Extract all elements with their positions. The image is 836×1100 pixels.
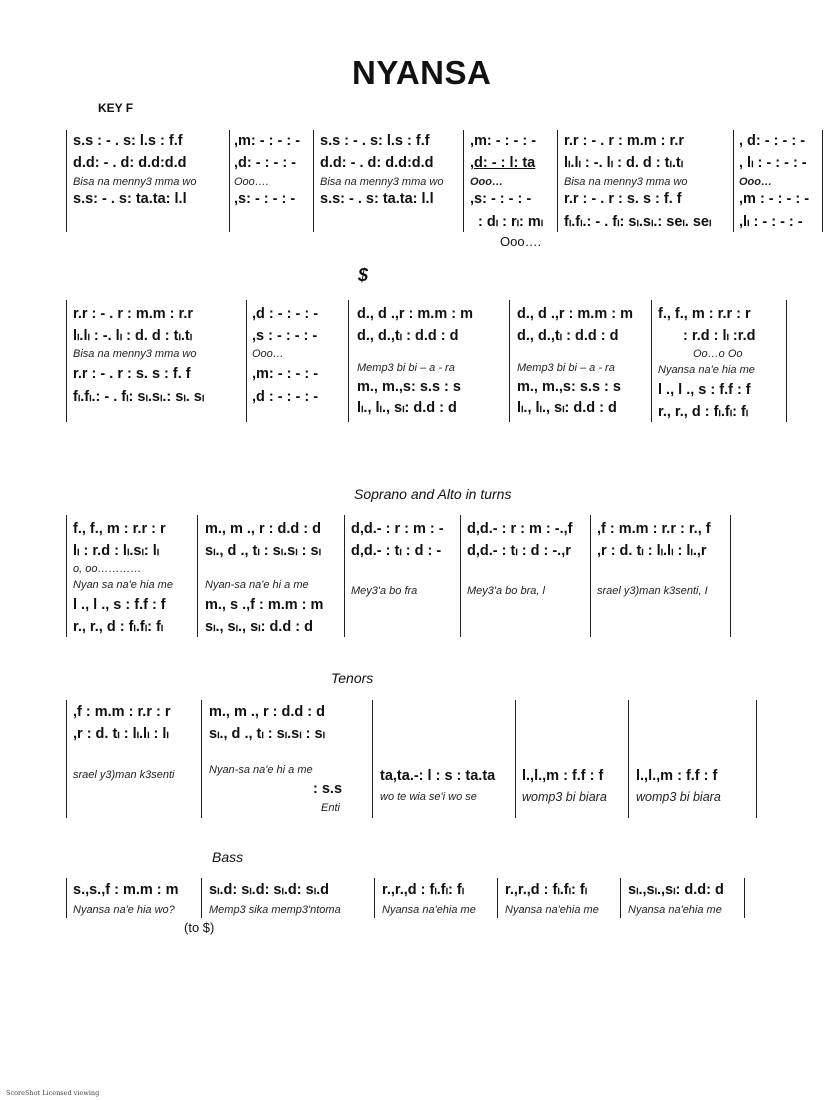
solfa-line: , lₗ : - : - : - — [739, 155, 807, 171]
key-signature: KEY F — [98, 101, 134, 115]
barline — [229, 130, 230, 232]
lyric-line: o, oo………… — [73, 563, 142, 575]
solfa-line: sₗ., d ., tₗ : sₗ.sₗ : sₗ — [205, 543, 321, 559]
solfa-line: s.,s.,f : m.m : m — [73, 882, 179, 898]
solfa-line: m., m ., r : d.d : d — [209, 704, 325, 720]
solfa-line: ,s: - : - : - — [470, 191, 532, 207]
solfa-line: s.s: - . s: ta.ta: l.l — [320, 191, 434, 207]
solfa-line: r., r., d : fₗ.fₗ: fₗ — [658, 404, 749, 420]
solfa-line: s.s : - . s: l.s : f.f — [73, 133, 183, 149]
solfa-line: m., m ., r : d.d : d — [205, 521, 321, 537]
solfa-line: d., d.,tₗ : d.d : d — [357, 328, 459, 344]
section-heading: Bass — [212, 849, 244, 865]
lyric-line: Nyan sa na'e hia me — [73, 579, 173, 591]
lyric-line: Bisa na menny3 mma wo — [564, 176, 688, 188]
solfa-line: ,d : - : - : - — [252, 389, 319, 405]
solfa-line: d., d .,r : m.m : m — [517, 306, 634, 322]
solfa-line: l.,l.,m : f.f : f — [636, 768, 718, 784]
solfa-line: d,d.- : r : m : -.,f — [467, 521, 573, 537]
barline — [733, 130, 734, 232]
barline — [651, 300, 652, 422]
barline — [348, 300, 349, 422]
solfa-line: fₗ.fₗ.: - . fₗ: sₗ.sₗ.: seₗ. seₗ — [564, 214, 712, 230]
solfa-line: l ., l ., s : f.f : f — [73, 597, 166, 613]
barline — [460, 515, 461, 637]
barline — [66, 515, 67, 637]
lyric-line: wo te wia se'i wo se — [380, 791, 477, 803]
solfa-line: fₗ.fₗ.: - . fₗ: sₗ.sₗ.: sₗ. sₗ — [73, 389, 205, 405]
solfa-line: ,r : d. tₗ : lₗ.lₗ : lₗ — [73, 726, 169, 742]
lyric-line: Mey3'a bo fra — [351, 585, 418, 597]
lyric-line: Nyansa na'ehia me — [628, 904, 722, 916]
solfa-line: lₗ., lₗ., sₗ: d.d : d — [517, 400, 617, 416]
solfa-line: sₗ., sₗ., sₗ: d.d : d — [205, 619, 313, 635]
solfa-line: lₗ.lₗ : -. lₗ : d. d : tₗ.tₗ — [73, 328, 193, 344]
barline — [66, 700, 67, 818]
solfa-line: d,d.- : tₗ : d : -.,r — [467, 543, 571, 559]
barline — [463, 130, 464, 232]
lyric-line: Mey3'a bo bra, l — [467, 585, 545, 597]
barline — [557, 130, 558, 232]
barline — [66, 300, 67, 422]
solfa-line: r.r : - . r : m.m : r.r — [73, 306, 194, 322]
lyric-line: Ooo…. — [500, 234, 542, 249]
solfa-line: d.d: - . d: d.d:d.d — [73, 155, 187, 171]
solfa-line: ,m : - : - : - — [739, 191, 810, 207]
lyric-line: Ooo… — [470, 176, 503, 188]
solfa-line: l.,l.,m : f.f : f — [522, 768, 604, 784]
solfa-line: ,m: - : - : - — [470, 133, 537, 149]
solfa-line: d.d: - . d: d.d:d.d — [320, 155, 434, 171]
barline — [628, 700, 629, 818]
solfa-line: : dₗ : rₗ: mₗ — [478, 214, 544, 230]
lyric-line: Memp3 sika memp3'ntoma — [209, 904, 341, 916]
barline — [730, 515, 731, 637]
solfa-line: r.,r.,d : fₗ.fₗ: fₗ — [505, 882, 588, 898]
barline — [201, 878, 202, 918]
barline — [620, 878, 621, 918]
solfa-line: ,f : m.m : r.r : r., f — [597, 521, 711, 537]
solfa-line: ,d: - : - : - — [234, 155, 297, 171]
lyric-line: womp3 bi biara — [522, 790, 607, 804]
solfa-line: ,s: - : - : - — [234, 191, 296, 207]
barline — [197, 515, 198, 637]
solfa-line: lₗ : r.d : lₗ.sₗ: lₗ — [73, 543, 160, 559]
lyric-line: Nyansa na'e hia me — [658, 364, 755, 376]
solfa-line: ,r : d. tₗ : lₗ.lₗ : lₗ.,r — [597, 543, 707, 559]
lyric-line: Enti — [321, 802, 340, 814]
solfa-line: , d: - : - : - — [739, 133, 806, 149]
solfa-line: sₗ.d: sₗ.d: sₗ.d: sₗ.d — [209, 882, 330, 898]
lyric-line: Ooo… — [252, 348, 284, 360]
lyric-line: Ooo… — [739, 176, 772, 188]
barline — [756, 700, 757, 818]
solfa-line: ta,ta.-: l : s : ta.ta — [380, 768, 496, 784]
lyric-line: Nyan-sa na'e hi a me — [209, 764, 313, 776]
solfa-line: d,d.- : r : m : - — [351, 521, 444, 537]
lyric-line: srael y3)man k3senti, I — [597, 585, 708, 597]
solfa-line: r.r : - . r : s. s : f. f — [73, 366, 191, 382]
solfa-line: d., d .,r : m.m : m — [357, 306, 474, 322]
lyric-line: Memp3 bi bi – a - ra — [517, 362, 615, 374]
barline — [313, 130, 314, 232]
solfa-line: ,f : m.m : r.r : r — [73, 704, 171, 720]
solfa-line: d,d.- : tₗ : d : - — [351, 543, 442, 559]
lyric-line: womp3 bi biara — [636, 790, 721, 804]
solfa-line: r.r : - . r : m.m : r.r — [564, 133, 685, 149]
barline — [822, 130, 823, 232]
barline — [515, 700, 516, 818]
lyric-line: Nyansa na'e hia wo? — [73, 904, 175, 916]
solfa-line: s.s: - . s: ta.ta: l.l — [73, 191, 187, 207]
barline — [744, 878, 745, 918]
lyric-line: Ooo…. — [234, 176, 269, 188]
barline — [201, 700, 202, 818]
barline — [66, 878, 67, 918]
solfa-line: ,lₗ : - : - : - — [739, 214, 803, 230]
solfa-line: : s.s — [313, 781, 343, 797]
solfa-line: ,s : - : - : - — [252, 328, 318, 344]
barline — [344, 515, 345, 637]
lyric-line: Bisa na menny3 mma wo — [320, 176, 444, 188]
barline — [372, 700, 373, 818]
footer-watermark: ScoreShot Licensed viewing — [6, 1089, 100, 1097]
solfa-line: ,d : - : - : - — [252, 306, 319, 322]
lyric-line: Memp3 bi bi – a - ra — [357, 362, 455, 374]
solfa-line: f., f., m : r.r : r — [658, 306, 751, 322]
lyric-line: Bisa na menny3 mma wo — [73, 176, 197, 188]
barline — [786, 300, 787, 422]
barline — [590, 515, 591, 637]
solfa-line: sₗ.,sₗ.,sₗ: d.d: d — [628, 882, 724, 898]
solfa-line: r.r : - . r : s. s : f. f — [564, 191, 682, 207]
solfa-line: r.,r.,d : fₗ.fₗ: fₗ — [382, 882, 465, 898]
solfa-line: m., s .,f : m.m : m — [205, 597, 324, 613]
solfa-line: s.s : - . s: l.s : f.f — [320, 133, 430, 149]
solfa-line: l ., l ., s : f.f : f — [658, 382, 751, 398]
solfa-line: ,m: - : - : - — [252, 366, 319, 382]
solfa-line: f., f., m : r.r : r — [73, 521, 166, 537]
solfa-line: m., m.,s: s.s : s — [357, 379, 461, 395]
solfa-line: ,m: - : - : - — [234, 133, 301, 149]
barline — [374, 878, 375, 918]
lyric-line: Oo…o Oo — [693, 348, 743, 360]
solfa-line: ,d: - : l: ta — [470, 155, 536, 171]
to-segno-instruction: (to $) — [184, 920, 215, 935]
solfa-line: lₗ., lₗ., sₗ: d.d : d — [357, 400, 457, 416]
page-title: NYANSA — [352, 54, 492, 91]
section-heading: Tenors — [331, 670, 374, 686]
barline — [509, 300, 510, 422]
lyric-line: Bisa na menny3 mma wo — [73, 348, 197, 360]
barline — [66, 130, 67, 232]
solfa-line: m., m.,s: s.s : s — [517, 379, 621, 395]
lyric-line: Nyansa na'ehia me — [382, 904, 476, 916]
barline — [497, 878, 498, 918]
lyric-line: Nyan-sa na'e hi a me — [205, 579, 309, 591]
solfa-line: lₗ.lₗ : -. lₗ : d. d : tₗ.tₗ — [564, 155, 684, 171]
segno-sign: $ — [358, 265, 369, 285]
barline — [246, 300, 247, 422]
lyric-line: Nyansa na'ehia me — [505, 904, 599, 916]
section-heading: Soprano and Alto in turns — [354, 486, 512, 502]
solfa-line: sₗ., d ., tₗ : sₗ.sₗ : sₗ — [209, 726, 325, 742]
solfa-line: r., r., d : fₗ.fₗ: fₗ — [73, 619, 164, 635]
lyric-line: srael y3)man k3senti — [73, 769, 175, 781]
solfa-line: d., d.,tₗ : d.d : d — [517, 328, 619, 344]
solfa-line: : r.d : lₗ :r.d — [683, 328, 756, 344]
